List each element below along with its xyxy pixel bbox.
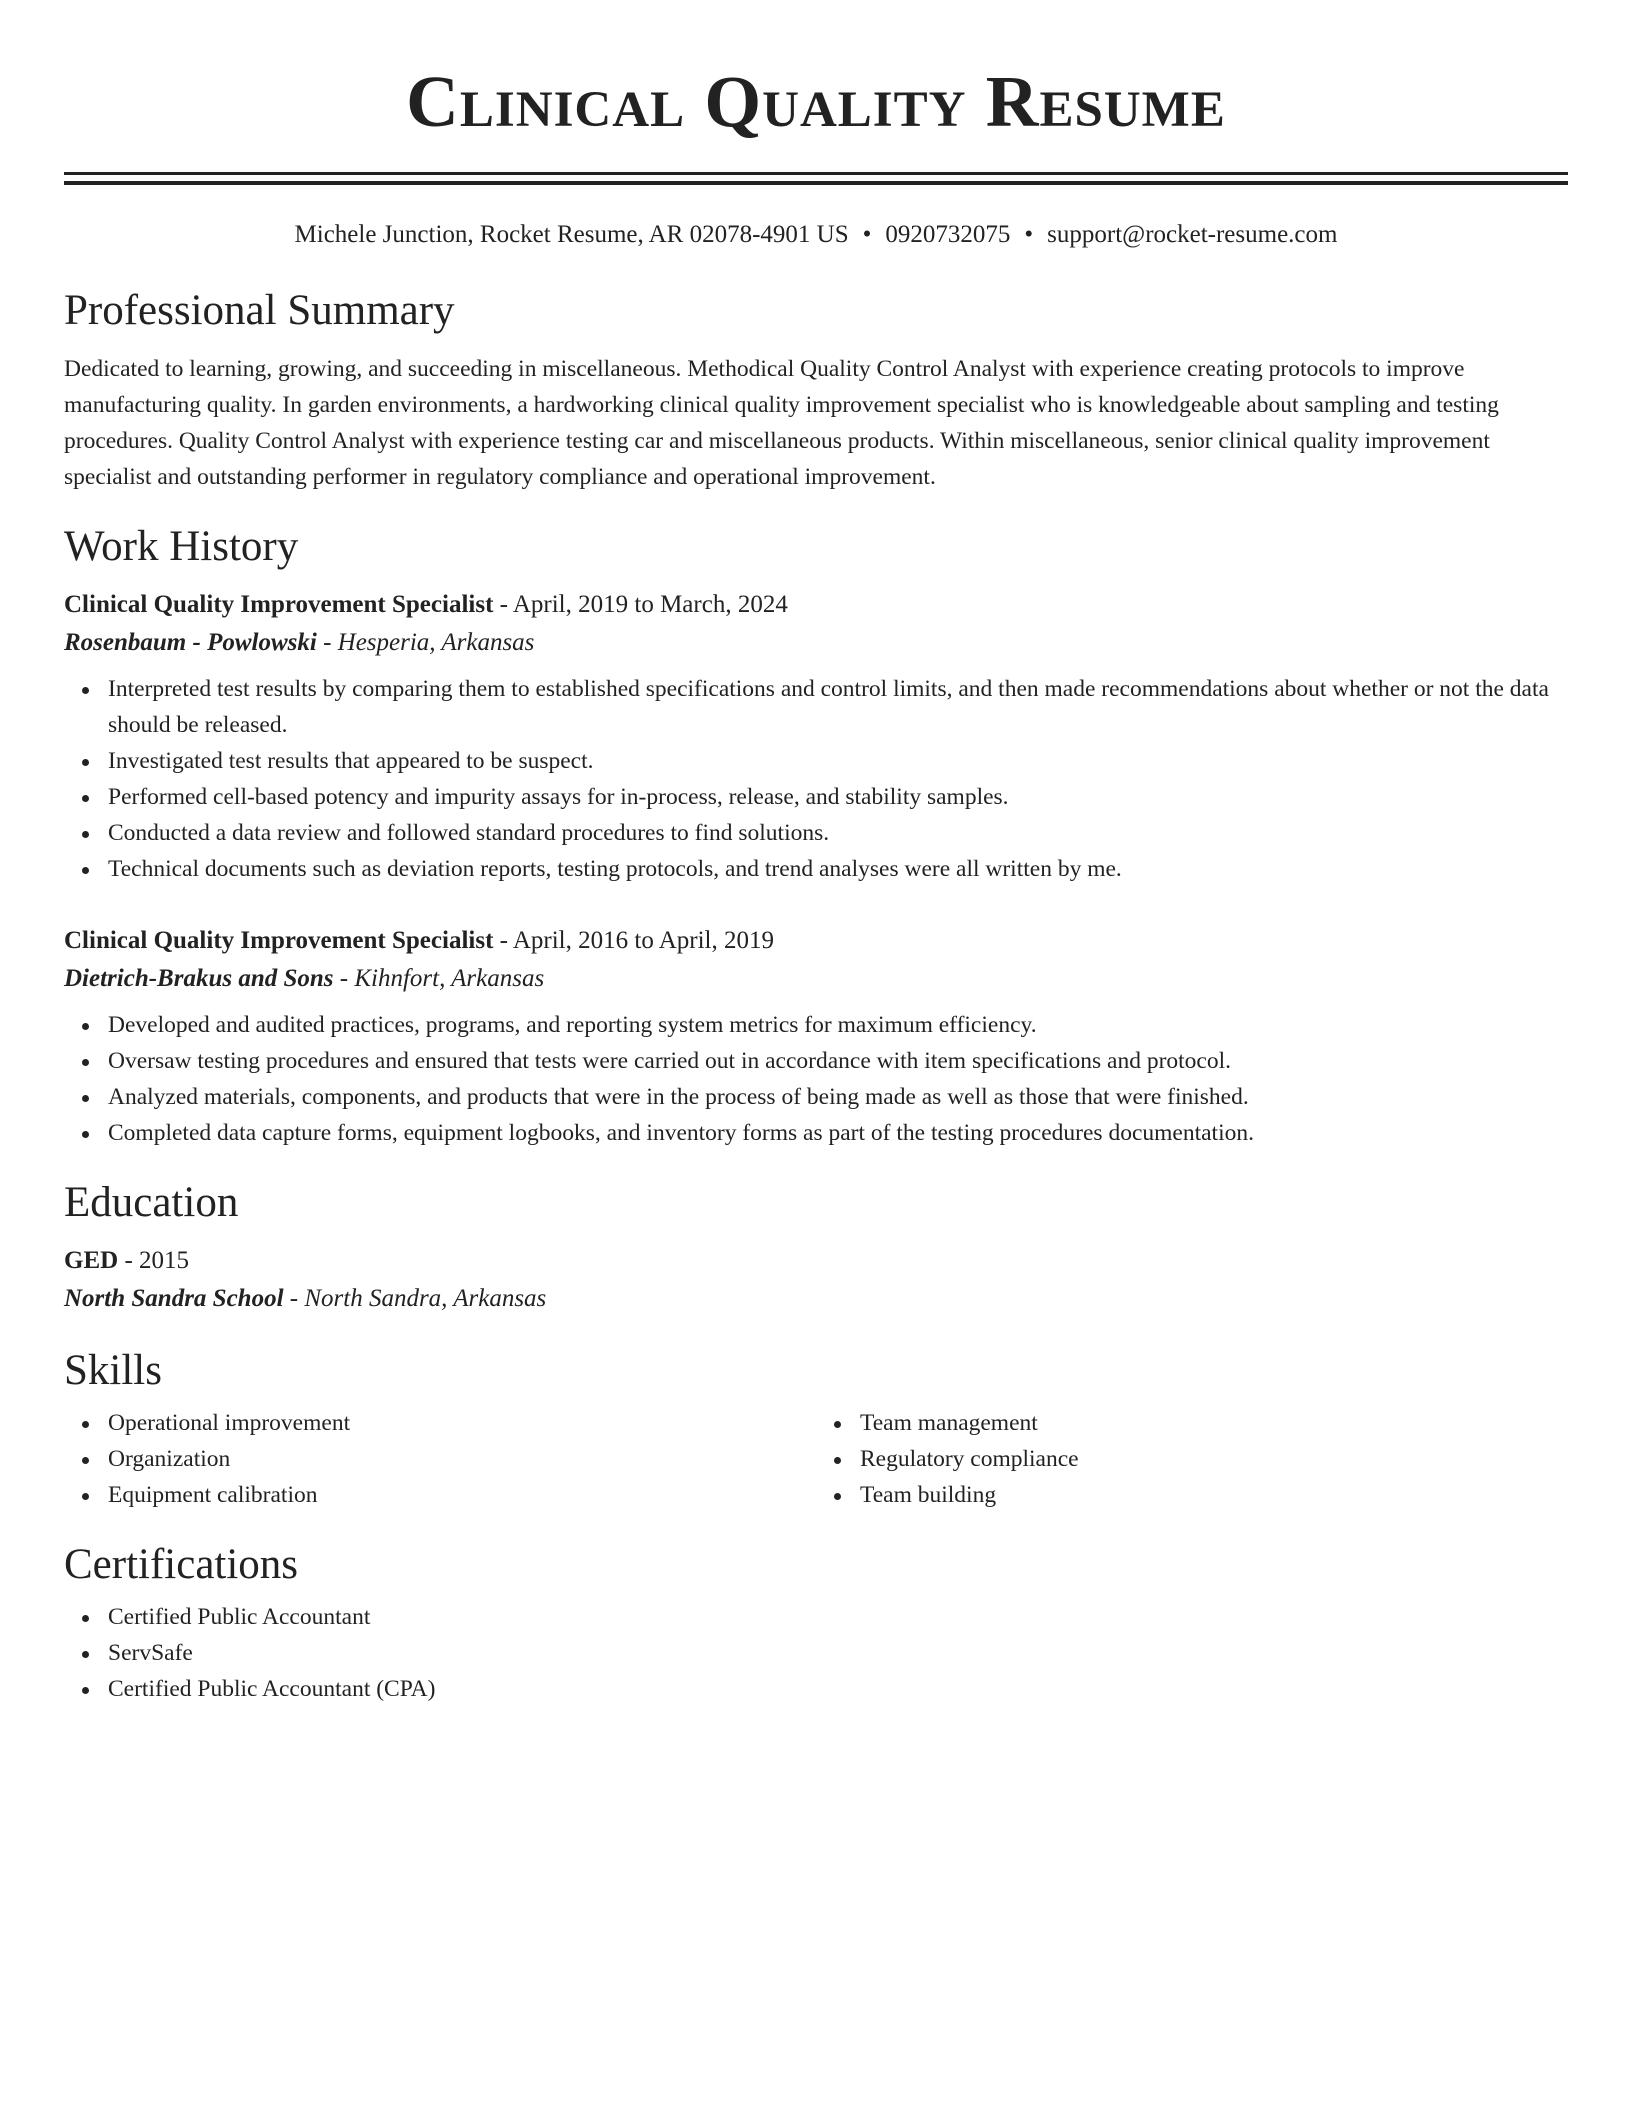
title-rule-top <box>64 172 1568 175</box>
skill-item: Team building <box>860 1477 1568 1513</box>
job-entry <box>64 587 1568 887</box>
job-company: Rosenbaum - Powlowski <box>64 629 317 656</box>
certification-item: Certified Public Accountant <box>108 1599 1568 1635</box>
skill-item: Team management <box>860 1405 1568 1441</box>
contact-address: Michele Junction, Rocket Resume, AR 02078-4901 US <box>294 221 849 248</box>
summary-text: Dedicated to learning, growing, and succeeding in miscellaneous. Methodical Quality Control Analyst with experience creating protocols to improve manufacturing quality. In garden environments, a hardworking clinical quality improvement specialist who is knowledgeable about sampling and testing procedures. Quality Control Analyst with experience testing car and miscellaneous products. Within miscellaneous, senior clinical quality improvement specialist and outstanding performer in regulatory compliance and operational improvement. <box>64 356 1499 490</box>
job-title-line <box>64 923 1568 959</box>
skills-heading: Skills <box>64 1347 162 1394</box>
school-name: North Sandra School <box>64 1285 284 1312</box>
list-item: Technical documents such as deviation reports, testing protocols, and trend analyses were all written by me. <box>108 851 1568 887</box>
job-title: Clinical Quality Improvement Specialist <box>64 927 494 954</box>
certification-item: ServSafe <box>108 1635 1568 1671</box>
title-rule-bottom <box>64 181 1568 185</box>
job-dates: - April, 2019 to March, 2024 <box>493 591 788 618</box>
certifications-list <box>64 1599 1568 1707</box>
certifications-heading: Certifications <box>64 1541 299 1588</box>
contact-separator: • <box>1024 221 1034 248</box>
graduation-year: - 2015 <box>118 1247 190 1274</box>
contact-separator: • <box>862 221 872 248</box>
contact-line <box>64 219 1568 251</box>
skill-item: Operational improvement <box>108 1405 816 1441</box>
list-item: Conducted a data review and followed standard procedures to find solutions. <box>108 815 1568 851</box>
skill-item: Equipment calibration <box>108 1477 816 1513</box>
job-entry <box>64 923 1568 1151</box>
list-item: Interpreted test results by comparing them to established specifications and control limits, and then made recommendations about whether or not the data should be released. <box>108 671 1568 743</box>
list-item: Performed cell-based potency and impurity assays for in-process, release, and stability samples. <box>108 779 1568 815</box>
list-item: Developed and audited practices, programs, and reporting system metrics for maximum efficiency. <box>108 1007 1568 1043</box>
contact-phone: 0920732075 <box>885 221 1011 248</box>
school-location: - North Sandra, Arkansas <box>283 1285 547 1312</box>
summary-heading: Professional Summary <box>64 287 455 334</box>
education-heading: Education <box>64 1179 239 1226</box>
resume-title: Clinical Quality Resume <box>406 61 1226 142</box>
list-item: Oversaw testing procedures and ensured that tests were carried out in accordance with item specifications and protocol. <box>108 1043 1568 1079</box>
job-dates: - April, 2016 to April, 2019 <box>493 927 774 954</box>
degree-line <box>64 1243 1568 1279</box>
skill-item: Organization <box>108 1441 816 1477</box>
skills-list-right <box>816 1405 1568 1513</box>
job-company-line <box>64 959 1568 999</box>
work-history-heading: Work History <box>64 523 299 570</box>
skills-grid <box>64 1405 1568 1513</box>
job-company: Dietrich-Brakus and Sons <box>64 965 334 992</box>
contact-email: support@rocket-resume.com <box>1047 221 1338 248</box>
list-item: Analyzed materials, components, and products that were in the process of being made as well as those that were finished. <box>108 1079 1568 1115</box>
skill-item: Regulatory compliance <box>860 1441 1568 1477</box>
degree: GED <box>64 1247 119 1274</box>
job-duties-list <box>64 671 1568 887</box>
school-line <box>64 1279 1568 1319</box>
list-item: Investigated test results that appeared to be suspect. <box>108 743 1568 779</box>
job-title: Clinical Quality Improvement Specialist <box>64 591 494 618</box>
skills-list-left <box>64 1405 816 1513</box>
education-entry <box>64 1243 1568 1319</box>
job-company-line <box>64 623 1568 663</box>
list-item: Completed data capture forms, equipment logbooks, and inventory forms as part of the testing procedures documentation. <box>108 1115 1568 1151</box>
certification-item: Certified Public Accountant (CPA) <box>108 1671 1568 1707</box>
job-location: - Kihnfort, Arkansas <box>333 965 545 992</box>
job-title-line <box>64 587 1568 623</box>
job-location: - Hesperia, Arkansas <box>316 629 535 656</box>
job-duties-list <box>64 1007 1568 1151</box>
